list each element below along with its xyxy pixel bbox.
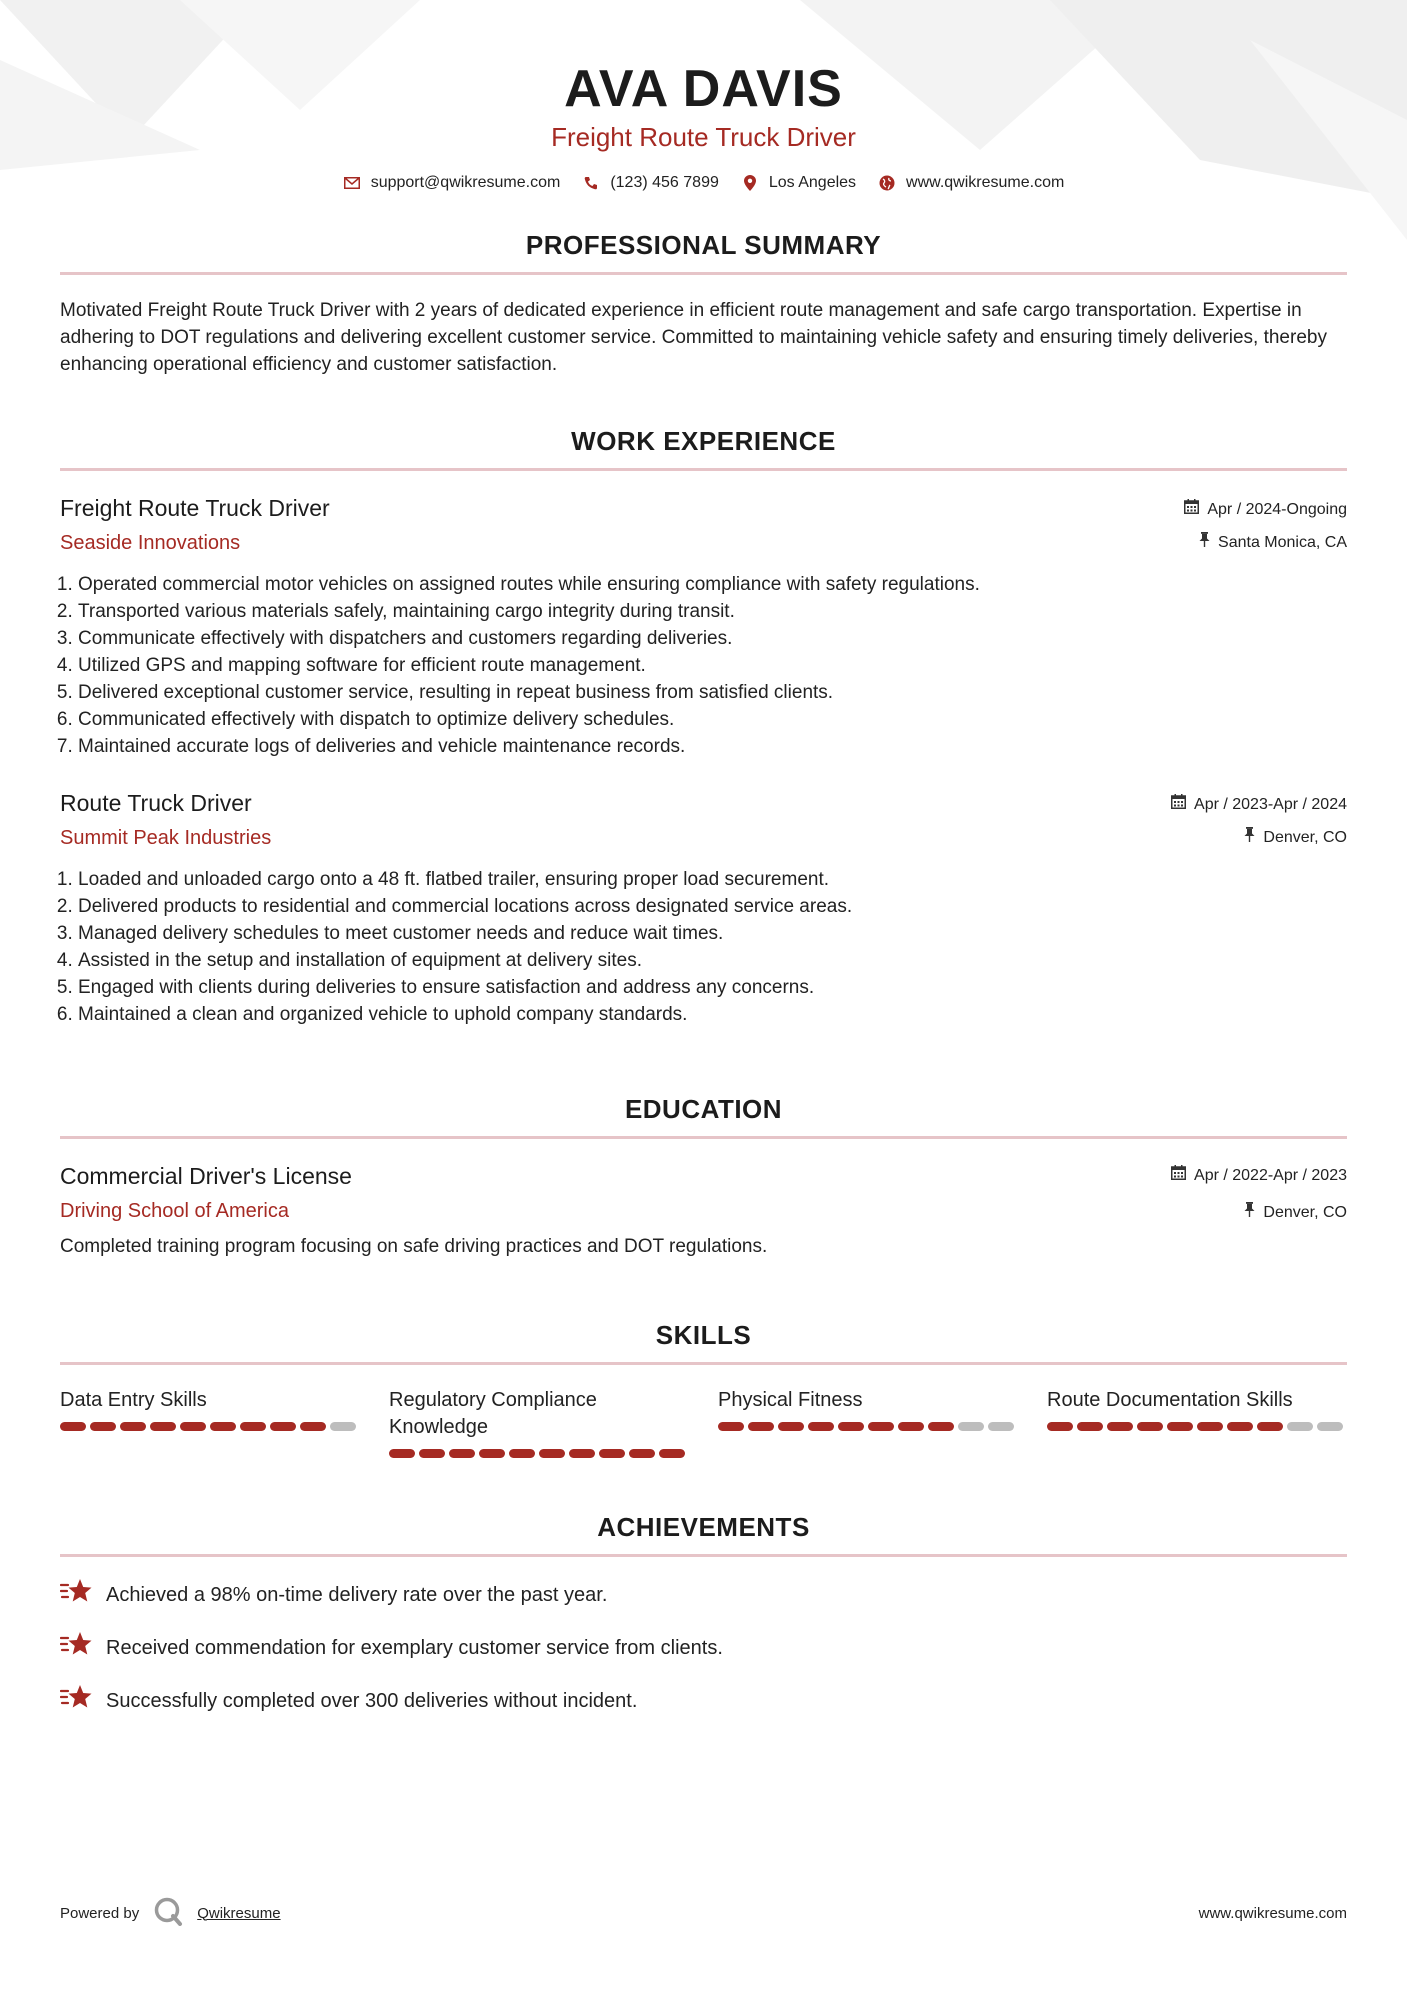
skill-rating-segment — [1257, 1422, 1283, 1431]
list-item: 1. Operated commercial motor vehicles on assigned routes while ensuring compliance with safety regulations. — [78, 571, 1347, 598]
skill-rating-segment — [838, 1422, 864, 1431]
skill-rating-segment — [808, 1422, 834, 1431]
skill-rating-segment — [629, 1449, 655, 1458]
degree-title: Commercial Driver's License — [60, 1163, 352, 1189]
skill-rating-segment — [1167, 1422, 1193, 1431]
skill-rating-segment — [509, 1449, 535, 1458]
job-location: Denver, CO — [1263, 828, 1347, 846]
experience-section — [60, 424, 1347, 1028]
achievement-text: Received commendation for exemplary customer service from clients. — [106, 1637, 723, 1659]
envelope-icon — [343, 174, 361, 192]
skill-rating-bar — [60, 1422, 360, 1431]
skill-rating-segment — [270, 1422, 296, 1431]
school-name: Driving School of America — [60, 1200, 289, 1222]
list-item: 6. Communicated effectively with dispatch to optimize delivery schedules. — [78, 706, 1347, 733]
summary-text: Motivated Freight Route Truck Driver with 2 years of dedicated experience in efficient route management and safe cargo transportation. Expertise in adhering to DOT regulations and delivering excellent customer service. Committed to maintaining vehicle safety and ensuring timely deliveries, thereby enhancing operational efficiency and customer satisfaction. — [60, 300, 1327, 375]
skill-rating-segment — [1197, 1422, 1223, 1431]
list-item — [60, 1630, 1347, 1666]
education-location: Denver, CO — [1263, 1203, 1347, 1221]
skill-rating-segment — [1137, 1422, 1163, 1431]
globe-icon — [878, 174, 896, 192]
skill-rating-segment — [240, 1422, 266, 1431]
calendar-icon — [1171, 1165, 1186, 1186]
skill-name: Regulatory Compliance Knowledge — [389, 1389, 597, 1438]
skill-rating-segment — [479, 1449, 505, 1458]
job-title: Route Truck Driver — [60, 790, 252, 816]
skill-rating-segment — [1317, 1422, 1343, 1431]
achievements-list — [60, 1577, 1347, 1719]
job-dates: Apr / 2023-Apr / 2024 — [1194, 795, 1347, 813]
page-footer — [60, 1896, 1347, 1930]
skill-rating-segment — [988, 1422, 1014, 1431]
skill-rating-bar — [389, 1449, 689, 1458]
skill-rating-segment — [210, 1422, 236, 1431]
skill-rating-segment — [778, 1422, 804, 1431]
contact-website[interactable] — [878, 174, 1064, 192]
list-item: 3. Managed delivery schedules to meet customer needs and reduce wait times. — [78, 920, 1347, 947]
map-pin-icon — [741, 174, 759, 192]
powered-by-label: Powered by — [60, 1904, 140, 1922]
skill-rating-segment — [748, 1422, 774, 1431]
calendar-icon — [1184, 499, 1199, 520]
list-item: 5. Engaged with clients during deliveries to ensure satisfaction and address any concerns. — [78, 974, 1347, 1001]
education-section — [60, 1092, 1347, 1260]
skill-rating-segment — [1047, 1422, 1073, 1431]
list-item — [60, 1577, 1347, 1613]
list-item: 2. Delivered products to residential and commercial locations across designated service areas. — [78, 893, 1347, 920]
skill-item — [1047, 1387, 1347, 1458]
skill-rating-segment — [300, 1422, 326, 1431]
list-item: 2. Transported various materials safely, maintaining cargo integrity during transit. — [78, 598, 1347, 625]
pushpin-icon — [1244, 1202, 1255, 1223]
education-dates: Apr / 2022-Apr / 2023 — [1194, 1166, 1347, 1184]
job-duties — [60, 571, 1347, 760]
star-icon — [60, 1577, 94, 1613]
list-item: 7. Maintained accurate logs of deliveries and vehicle maintenance records. — [78, 733, 1347, 760]
education-entry — [60, 1161, 1347, 1260]
skill-rating-segment — [330, 1422, 356, 1431]
achievements-heading: ACHIEVEMENTS — [597, 1512, 810, 1542]
website-text: www.qwikresume.com — [906, 174, 1065, 191]
summary-heading: PROFESSIONAL SUMMARY — [525, 230, 882, 260]
list-item: 1. Loaded and unloaded cargo onto a 48 ft. flatbed trailer, ensuring proper load securement. — [78, 866, 1347, 893]
candidate-title: Freight Route Truck Driver — [551, 122, 856, 152]
skill-item — [60, 1387, 360, 1458]
education-heading: EDUCATION — [624, 1094, 783, 1124]
job-company: Seaside Innovations — [60, 532, 241, 554]
footer-website[interactable]: www.qwikresume.com — [1198, 1904, 1347, 1922]
job-title: Freight Route Truck Driver — [60, 495, 330, 521]
skill-rating-segment — [569, 1449, 595, 1458]
email-text: support@qwikresume.com — [370, 174, 561, 191]
skill-rating-segment — [659, 1449, 685, 1458]
list-item: 4. Utilized GPS and mapping software for efficient route management. — [78, 652, 1347, 679]
job-duties — [60, 866, 1347, 1028]
skill-name: Route Documentation Skills — [1047, 1389, 1293, 1411]
skill-rating-segment — [718, 1422, 744, 1431]
experience-divider — [60, 468, 1347, 471]
skill-rating-bar — [1047, 1422, 1347, 1431]
resume-header — [60, 0, 1347, 192]
skill-name: Data Entry Skills — [60, 1389, 207, 1411]
experience-heading: WORK EXPERIENCE — [571, 426, 836, 456]
list-item — [60, 1683, 1347, 1719]
skill-rating-segment — [1287, 1422, 1313, 1431]
skill-item — [389, 1387, 689, 1458]
skills-heading: SKILLS — [655, 1320, 752, 1350]
skill-rating-segment — [60, 1422, 86, 1431]
skills-grid — [60, 1387, 1347, 1458]
list-item: 6. Maintained a clean and organized vehicle to uphold company standards. — [78, 1001, 1347, 1028]
summary-section — [60, 228, 1347, 378]
skill-name: Physical Fitness — [718, 1389, 863, 1411]
skill-rating-segment — [1077, 1422, 1103, 1431]
skill-rating-segment — [150, 1422, 176, 1431]
job-company: Summit Peak Industries — [60, 827, 272, 849]
job-entry — [60, 493, 1347, 760]
pushpin-icon — [1199, 532, 1210, 553]
skills-section — [60, 1318, 1347, 1458]
job-location: Santa Monica, CA — [1218, 533, 1347, 551]
education-divider — [60, 1136, 1347, 1139]
skill-rating-segment — [419, 1449, 445, 1458]
skill-rating-segment — [1227, 1422, 1253, 1431]
skill-rating-segment — [449, 1449, 475, 1458]
calendar-icon — [1171, 794, 1186, 815]
list-item: 5. Delivered exceptional customer service, resulting in repeat business from satisfied clients. — [78, 679, 1347, 706]
list-item: 4. Assisted in the setup and installation of equipment at delivery sites. — [78, 947, 1347, 974]
achievements-divider — [60, 1554, 1347, 1557]
skill-rating-segment — [120, 1422, 146, 1431]
brand-link[interactable]: Qwikresume — [197, 1904, 281, 1922]
powered-by — [60, 1896, 281, 1930]
contact-phone[interactable] — [582, 174, 719, 192]
job-dates: Apr / 2024-Ongoing — [1207, 500, 1347, 518]
pushpin-icon — [1244, 827, 1255, 848]
skill-rating-segment — [958, 1422, 984, 1431]
skill-rating-segment — [868, 1422, 894, 1431]
contact-email[interactable] — [343, 174, 561, 192]
qwikresume-logo-icon — [153, 1896, 183, 1930]
skill-item — [718, 1387, 1018, 1458]
skills-divider — [60, 1362, 1347, 1365]
education-description: Completed training program focusing on safe driving practices and DOT regulations. — [60, 1236, 768, 1257]
achievements-section — [60, 1510, 1347, 1719]
star-icon — [60, 1683, 94, 1719]
skill-rating-segment — [389, 1449, 415, 1458]
skill-rating-segment — [90, 1422, 116, 1431]
job-entry — [60, 788, 1347, 1028]
star-icon — [60, 1630, 94, 1666]
skill-rating-segment — [539, 1449, 565, 1458]
skill-rating-segment — [898, 1422, 924, 1431]
achievement-text: Successfully completed over 300 deliveries without incident. — [106, 1690, 638, 1712]
achievement-text: Achieved a 98% on-time delivery rate over the past year. — [106, 1584, 608, 1606]
skill-rating-segment — [1107, 1422, 1133, 1431]
summary-divider — [60, 272, 1347, 275]
phone-icon — [582, 174, 600, 192]
skill-rating-segment — [928, 1422, 954, 1431]
contact-location — [741, 174, 856, 192]
phone-text: (123) 456 7899 — [610, 174, 719, 191]
skill-rating-segment — [180, 1422, 206, 1431]
list-item: 3. Communicate effectively with dispatchers and customers regarding deliveries. — [78, 625, 1347, 652]
candidate-name: AVA DAVIS — [564, 60, 843, 118]
skill-rating-bar — [718, 1422, 1018, 1431]
location-text: Los Angeles — [768, 174, 857, 191]
contact-bar — [60, 174, 1347, 192]
skill-rating-segment — [599, 1449, 625, 1458]
